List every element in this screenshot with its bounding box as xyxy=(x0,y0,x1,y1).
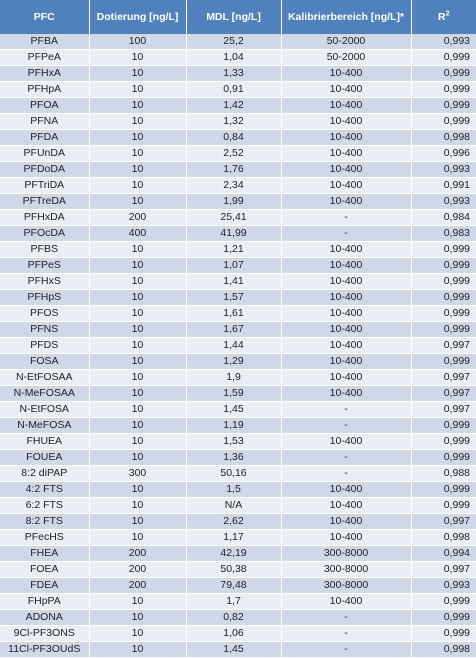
cell-pfc: N-MeFOSA xyxy=(0,418,89,434)
cell-r-squared: 0,999 xyxy=(411,434,476,450)
cell-mdl: 25,2 xyxy=(186,34,281,50)
table-row xyxy=(0,514,476,530)
cell-dotierung: 10 xyxy=(89,450,186,466)
cell-pfc: FOEA xyxy=(0,562,89,578)
cell-mdl: 50,38 xyxy=(186,562,281,578)
cell-pfc: PFDA xyxy=(0,130,89,146)
cell-r-squared: 0,999 xyxy=(411,418,476,434)
cell-pfc: N-EtFOSAA xyxy=(0,370,89,386)
cell-r-squared: 0,984 xyxy=(411,210,476,226)
cell-dotierung: 10 xyxy=(89,402,186,418)
cell-mdl: 2,34 xyxy=(186,178,281,194)
cell-kalibrierbereich: - xyxy=(281,226,411,242)
cell-r-squared: 0,999 xyxy=(411,242,476,258)
table-row xyxy=(0,210,476,226)
cell-pfc: PFHxA xyxy=(0,66,89,82)
cell-pfc: PFHxS xyxy=(0,274,89,290)
cell-pfc: PFUnDA xyxy=(0,146,89,162)
cell-pfc: PFDS xyxy=(0,338,89,354)
cell-pfc: PFOA xyxy=(0,98,89,114)
cell-dotierung: 400 xyxy=(89,226,186,242)
cell-pfc: PFHpA xyxy=(0,82,89,98)
cell-r-squared: 0,997 xyxy=(411,514,476,530)
table-row xyxy=(0,578,476,594)
cell-kalibrierbereich: 10-400 xyxy=(281,98,411,114)
table-row xyxy=(0,530,476,546)
header-dotierung: Dotierung [ng/L] xyxy=(89,0,186,34)
table-row xyxy=(0,498,476,514)
cell-pfc: PFHpS xyxy=(0,290,89,306)
cell-mdl: 1,5 xyxy=(186,482,281,498)
table-row xyxy=(0,178,476,194)
cell-dotierung: 10 xyxy=(89,530,186,546)
cell-pfc: N-EtFOSA xyxy=(0,402,89,418)
header-r-exponent: 2 xyxy=(445,10,450,18)
cell-kalibrierbereich: 10-400 xyxy=(281,386,411,402)
cell-mdl: 0,91 xyxy=(186,82,281,98)
cell-pfc: PFPeA xyxy=(0,50,89,66)
cell-r-squared: 0,998 xyxy=(411,530,476,546)
cell-kalibrierbereich: 300-8000 xyxy=(281,578,411,594)
cell-mdl: 1,53 xyxy=(186,434,281,450)
cell-r-squared: 0,999 xyxy=(411,306,476,322)
cell-r-squared: 0,997 xyxy=(411,402,476,418)
cell-pfc: 11Cl-PF3OUdS xyxy=(0,642,89,658)
cell-mdl: 1,7 xyxy=(186,594,281,610)
cell-mdl: N/A xyxy=(186,498,281,514)
cell-r-squared: 0,999 xyxy=(411,354,476,370)
table-row xyxy=(0,34,476,50)
table-row xyxy=(0,242,476,258)
cell-kalibrierbereich: 300-8000 xyxy=(281,546,411,562)
cell-dotierung: 10 xyxy=(89,418,186,434)
cell-r-squared: 0,998 xyxy=(411,130,476,146)
cell-mdl: 1,9 xyxy=(186,370,281,386)
cell-r-squared: 0,999 xyxy=(411,290,476,306)
cell-mdl: 2,62 xyxy=(186,514,281,530)
cell-kalibrierbereich: 10-400 xyxy=(281,82,411,98)
table-body xyxy=(0,34,476,658)
cell-r-squared: 0,991 xyxy=(411,178,476,194)
cell-mdl: 42,19 xyxy=(186,546,281,562)
cell-kalibrierbereich: 10-400 xyxy=(281,370,411,386)
table-row xyxy=(0,546,476,562)
table-row xyxy=(0,626,476,642)
cell-r-squared: 0,999 xyxy=(411,450,476,466)
cell-r-squared: 0,999 xyxy=(411,98,476,114)
cell-dotierung: 10 xyxy=(89,338,186,354)
cell-dotierung: 10 xyxy=(89,130,186,146)
cell-r-squared: 0,999 xyxy=(411,114,476,130)
cell-kalibrierbereich: - xyxy=(281,402,411,418)
cell-mdl: 1,61 xyxy=(186,306,281,322)
cell-pfc: N-MeFOSAA xyxy=(0,386,89,402)
cell-dotierung: 10 xyxy=(89,290,186,306)
table-row xyxy=(0,258,476,274)
cell-pfc: PFNS xyxy=(0,322,89,338)
cell-r-squared: 0,997 xyxy=(411,338,476,354)
cell-pfc: PFBA xyxy=(0,34,89,50)
table-row xyxy=(0,370,476,386)
cell-mdl: 0,84 xyxy=(186,130,281,146)
table-row xyxy=(0,418,476,434)
cell-mdl: 0,82 xyxy=(186,610,281,626)
cell-r-squared: 0,998 xyxy=(411,642,476,658)
cell-r-squared: 0,999 xyxy=(411,498,476,514)
cell-mdl: 1,04 xyxy=(186,50,281,66)
cell-r-squared: 0,999 xyxy=(411,274,476,290)
cell-r-squared: 0,999 xyxy=(411,66,476,82)
cell-dotierung: 10 xyxy=(89,242,186,258)
cell-r-squared: 0,988 xyxy=(411,466,476,482)
cell-r-squared: 0,997 xyxy=(411,562,476,578)
cell-mdl: 2,52 xyxy=(186,146,281,162)
cell-mdl: 1,32 xyxy=(186,114,281,130)
table-row xyxy=(0,466,476,482)
cell-mdl: 1,41 xyxy=(186,274,281,290)
cell-kalibrierbereich: - xyxy=(281,210,411,226)
cell-kalibrierbereich: 10-400 xyxy=(281,66,411,82)
cell-dotierung: 200 xyxy=(89,578,186,594)
cell-pfc: ADONA xyxy=(0,610,89,626)
table-row xyxy=(0,402,476,418)
cell-kalibrierbereich: 10-400 xyxy=(281,258,411,274)
cell-pfc: FOUEA xyxy=(0,450,89,466)
cell-dotierung: 10 xyxy=(89,514,186,530)
cell-mdl: 1,59 xyxy=(186,386,281,402)
table-row xyxy=(0,162,476,178)
table-row xyxy=(0,66,476,82)
cell-kalibrierbereich: - xyxy=(281,610,411,626)
cell-mdl: 25,41 xyxy=(186,210,281,226)
cell-dotierung: 10 xyxy=(89,82,186,98)
cell-kalibrierbereich: - xyxy=(281,450,411,466)
table-row xyxy=(0,226,476,242)
header-r-label: R xyxy=(438,11,446,23)
cell-dotierung: 200 xyxy=(89,210,186,226)
cell-mdl: 1,21 xyxy=(186,242,281,258)
cell-pfc: PFTreDA xyxy=(0,194,89,210)
cell-pfc: 9Cl-PF3ONS xyxy=(0,626,89,642)
cell-pfc: FHpPA xyxy=(0,594,89,610)
cell-mdl: 50,16 xyxy=(186,466,281,482)
header-r-squared xyxy=(411,0,476,34)
cell-r-squared: 0,996 xyxy=(411,146,476,162)
cell-kalibrierbereich: - xyxy=(281,626,411,642)
table-row xyxy=(0,194,476,210)
cell-mdl: 1,67 xyxy=(186,322,281,338)
cell-kalibrierbereich: 10-400 xyxy=(281,114,411,130)
cell-pfc: FDEA xyxy=(0,578,89,594)
cell-pfc: 8:2 diPAP xyxy=(0,466,89,482)
cell-pfc: PFDoDA xyxy=(0,162,89,178)
cell-pfc: 6:2 FTS xyxy=(0,498,89,514)
cell-mdl: 1,06 xyxy=(186,626,281,642)
table-row xyxy=(0,594,476,610)
cell-dotierung: 10 xyxy=(89,194,186,210)
cell-dotierung: 10 xyxy=(89,594,186,610)
cell-r-squared: 0,999 xyxy=(411,610,476,626)
cell-kalibrierbereich: 10-400 xyxy=(281,434,411,450)
cell-r-squared: 0,997 xyxy=(411,370,476,386)
cell-kalibrierbereich: 10-400 xyxy=(281,354,411,370)
cell-kalibrierbereich: 10-400 xyxy=(281,338,411,354)
header-pfc: PFC xyxy=(0,0,89,34)
cell-kalibrierbereich: 10-400 xyxy=(281,594,411,610)
header-row xyxy=(0,0,476,34)
cell-kalibrierbereich: 10-400 xyxy=(281,514,411,530)
cell-mdl: 79,48 xyxy=(186,578,281,594)
cell-mdl: 1,36 xyxy=(186,450,281,466)
cell-dotierung: 100 xyxy=(89,34,186,50)
table-row xyxy=(0,290,476,306)
cell-kalibrierbereich: - xyxy=(281,466,411,482)
cell-r-squared: 0,997 xyxy=(411,386,476,402)
cell-r-squared: 0,999 xyxy=(411,258,476,274)
cell-dotierung: 10 xyxy=(89,162,186,178)
cell-pfc: FOSA xyxy=(0,354,89,370)
cell-r-squared: 0,999 xyxy=(411,482,476,498)
table-row xyxy=(0,482,476,498)
table-row xyxy=(0,386,476,402)
cell-kalibrierbereich: - xyxy=(281,642,411,658)
cell-kalibrierbereich: 10-400 xyxy=(281,178,411,194)
table-row xyxy=(0,642,476,658)
cell-kalibrierbereich: 10-400 xyxy=(281,130,411,146)
table-row xyxy=(0,98,476,114)
table-row xyxy=(0,450,476,466)
cell-pfc: FHEA xyxy=(0,546,89,562)
cell-kalibrierbereich: 10-400 xyxy=(281,306,411,322)
table-row xyxy=(0,338,476,354)
table-row xyxy=(0,50,476,66)
table-row xyxy=(0,354,476,370)
table-row xyxy=(0,610,476,626)
cell-dotierung: 10 xyxy=(89,354,186,370)
cell-r-squared: 0,993 xyxy=(411,162,476,178)
cell-mdl: 1,33 xyxy=(186,66,281,82)
cell-kalibrierbereich: 10-400 xyxy=(281,290,411,306)
cell-mdl: 1,19 xyxy=(186,418,281,434)
cell-r-squared: 0,999 xyxy=(411,322,476,338)
cell-dotierung: 200 xyxy=(89,546,186,562)
cell-mdl: 1,29 xyxy=(186,354,281,370)
cell-dotierung: 10 xyxy=(89,434,186,450)
cell-dotierung: 10 xyxy=(89,114,186,130)
cell-pfc: FHUEA xyxy=(0,434,89,450)
cell-mdl: 1,45 xyxy=(186,402,281,418)
cell-dotierung: 10 xyxy=(89,482,186,498)
cell-dotierung: 10 xyxy=(89,66,186,82)
cell-dotierung: 300 xyxy=(89,466,186,482)
table-row xyxy=(0,82,476,98)
cell-kalibrierbereich: 10-400 xyxy=(281,194,411,210)
cell-mdl: 41,99 xyxy=(186,226,281,242)
cell-mdl: 1,76 xyxy=(186,162,281,178)
table-row xyxy=(0,322,476,338)
cell-pfc: PFNA xyxy=(0,114,89,130)
table-row xyxy=(0,146,476,162)
cell-kalibrierbereich: 10-400 xyxy=(281,530,411,546)
table-row xyxy=(0,274,476,290)
cell-mdl: 1,99 xyxy=(186,194,281,210)
header-kalibrierbereich: Kalibrierbereich [ng/L]* xyxy=(281,0,411,34)
cell-dotierung: 10 xyxy=(89,626,186,642)
cell-kalibrierbereich: 10-400 xyxy=(281,482,411,498)
cell-r-squared: 0,999 xyxy=(411,50,476,66)
cell-r-squared: 0,994 xyxy=(411,546,476,562)
cell-pfc: PFBS xyxy=(0,242,89,258)
cell-pfc: PFecHS xyxy=(0,530,89,546)
cell-pfc: PFTriDA xyxy=(0,178,89,194)
cell-pfc: 8:2 FTS xyxy=(0,514,89,530)
table-row xyxy=(0,130,476,146)
cell-kalibrierbereich: 10-400 xyxy=(281,242,411,258)
cell-mdl: 1,17 xyxy=(186,530,281,546)
cell-kalibrierbereich: 10-400 xyxy=(281,162,411,178)
cell-dotierung: 10 xyxy=(89,178,186,194)
cell-r-squared: 0,993 xyxy=(411,34,476,50)
cell-r-squared: 0,999 xyxy=(411,82,476,98)
table-row xyxy=(0,306,476,322)
cell-mdl: 1,45 xyxy=(186,642,281,658)
cell-r-squared: 0,993 xyxy=(411,578,476,594)
cell-dotierung: 10 xyxy=(89,98,186,114)
cell-dotierung: 10 xyxy=(89,306,186,322)
cell-mdl: 1,57 xyxy=(186,290,281,306)
cell-r-squared: 0,999 xyxy=(411,594,476,610)
cell-dotierung: 10 xyxy=(89,498,186,514)
table-row xyxy=(0,434,476,450)
cell-dotierung: 10 xyxy=(89,50,186,66)
cell-r-squared: 0,993 xyxy=(411,194,476,210)
cell-kalibrierbereich: 50-2000 xyxy=(281,50,411,66)
cell-mdl: 1,42 xyxy=(186,98,281,114)
cell-dotierung: 10 xyxy=(89,322,186,338)
cell-kalibrierbereich: 50-2000 xyxy=(281,34,411,50)
cell-kalibrierbereich: 300-8000 xyxy=(281,562,411,578)
table-row xyxy=(0,114,476,130)
cell-kalibrierbereich: 10-400 xyxy=(281,498,411,514)
cell-pfc: 4:2 FTS xyxy=(0,482,89,498)
cell-r-squared: 0,983 xyxy=(411,226,476,242)
cell-dotierung: 200 xyxy=(89,562,186,578)
cell-dotierung: 10 xyxy=(89,274,186,290)
cell-pfc: PFPeS xyxy=(0,258,89,274)
cell-pfc: PFOcDA xyxy=(0,226,89,242)
cell-mdl: 1,44 xyxy=(186,338,281,354)
table-row xyxy=(0,562,476,578)
cell-dotierung: 10 xyxy=(89,386,186,402)
cell-pfc: PFHxDA xyxy=(0,210,89,226)
cell-dotierung: 10 xyxy=(89,642,186,658)
cell-kalibrierbereich: - xyxy=(281,418,411,434)
cell-mdl: 1,07 xyxy=(186,258,281,274)
cell-dotierung: 10 xyxy=(89,370,186,386)
cell-dotierung: 10 xyxy=(89,146,186,162)
cell-kalibrierbereich: 10-400 xyxy=(281,322,411,338)
cell-kalibrierbereich: 10-400 xyxy=(281,274,411,290)
cell-dotierung: 10 xyxy=(89,258,186,274)
cell-dotierung: 10 xyxy=(89,610,186,626)
cell-pfc: PFOS xyxy=(0,306,89,322)
header-mdl: MDL [ng/L] xyxy=(186,0,281,34)
cell-kalibrierbereich: 10-400 xyxy=(281,146,411,162)
cell-r-squared: 0,999 xyxy=(411,626,476,642)
